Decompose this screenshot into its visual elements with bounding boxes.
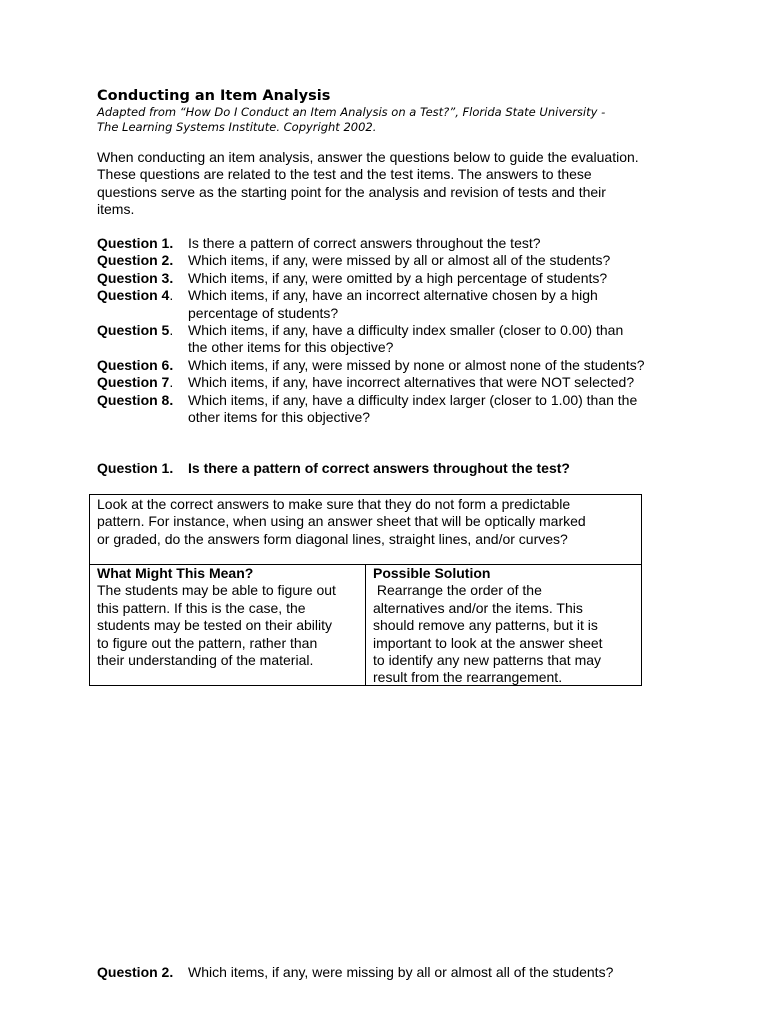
solution-cell — [366, 565, 641, 685]
question-list — [97, 235, 697, 426]
question-text: other items for this objective? — [188, 409, 371, 426]
meaning-line: to figure out the pattern, rather than — [97, 634, 318, 651]
question-item — [97, 235, 697, 252]
solution-heading: Possible Solution — [373, 565, 491, 581]
analysis-table — [89, 494, 642, 686]
intro-line: questions serve as the starting point for the analysis and revision of tests and their — [97, 183, 606, 200]
question-label: Question 7 — [97, 374, 170, 391]
next-question-label: Question 2. — [97, 964, 174, 980]
question-item — [97, 322, 697, 357]
question-text: Is there a pattern of correct answers throughout the test? — [188, 235, 541, 251]
question-text: Which items, if any, were omitted by a high percentage of students? — [188, 269, 608, 286]
question-label: Question 8. — [97, 391, 174, 408]
question-item — [97, 287, 697, 322]
section-label: Question 1. — [97, 460, 174, 476]
meaning-line: this pattern. If this is the case, the — [97, 599, 306, 616]
question-item — [97, 270, 697, 287]
question-text: Which items, if any, have an incorrect alternative chosen by a high — [188, 287, 598, 304]
question-label-punct: . — [169, 287, 174, 304]
solution-line: important to look at the answer sheet — [373, 634, 603, 651]
guidance-cell — [90, 495, 641, 565]
question-label: Question 3. — [97, 269, 174, 286]
next-question — [97, 964, 613, 981]
meaning-line: their understanding of the material. — [97, 652, 314, 669]
solution-line: alternatives and/or the items. This — [373, 599, 583, 616]
solution-line: should remove any patterns, but it is — [373, 617, 598, 634]
question-item — [97, 392, 697, 427]
question-label: Question 4 — [97, 287, 170, 304]
intro-line: When conducting an item analysis, answer the questions below to guide the evaluation. — [97, 149, 639, 165]
section-question: Is there a pattern of correct answers throughout the test? — [188, 460, 570, 476]
question-text: Which items, if any, were missed by all or almost all of the students? — [188, 252, 611, 269]
next-question-text: Which items, if any, were missing by all or almost all of the students? — [188, 964, 614, 980]
guidance-line: pattern. For instance, when using an answer sheet that will be optically marked — [97, 513, 586, 530]
solution-line: result from the rearrangement. — [373, 669, 563, 686]
question-label: Question 2. — [97, 252, 174, 269]
question-label-punct: . — [169, 322, 174, 339]
question-text: Which items, if any, have a difficulty index smaller (closer to 0.00) than — [188, 322, 624, 339]
question-text: Which items, if any, have a difficulty index larger (closer to 1.00) than the — [188, 391, 638, 408]
meaning-cell — [90, 565, 366, 685]
question-item — [97, 357, 697, 374]
solution-line: Rearrange the order of the — [373, 582, 542, 599]
meaning-heading: What Might This Mean? — [97, 565, 254, 581]
guidance-line: Look at the correct answers to make sure that they do not form a predictable — [97, 496, 571, 512]
question-item — [97, 252, 697, 269]
citation-line: Adapted from “How Do I Conduct an Item Analysis on a Test?”, Florida State University - — [97, 105, 606, 119]
question-item — [97, 374, 697, 391]
intro-line: These questions are related to the test and the test items. The answers to these — [97, 166, 592, 183]
question-text: Which items, if any, were missed by none or almost none of the students? — [188, 356, 645, 373]
source-citation — [97, 105, 677, 135]
solution-line: to identify any new patterns that may — [373, 652, 602, 669]
guidance-line: or graded, do the answers form diagonal lines, straight lines, and/or curves? — [97, 530, 568, 547]
intro-line: items. — [97, 201, 135, 218]
question-label: Question 6. — [97, 356, 174, 373]
page-title: Conducting an Item Analysis — [97, 88, 331, 104]
question-text: the other items for this objective? — [188, 339, 394, 356]
question-label: Question 1. — [97, 235, 174, 251]
intro-paragraph — [97, 149, 697, 219]
question-label: Question 5 — [97, 322, 170, 339]
meaning-line: students may be tested on their ability — [97, 617, 333, 634]
question-text: Which items, if any, have incorrect alternatives that were NOT selected? — [188, 374, 635, 391]
question-label-punct: . — [169, 374, 174, 391]
section-heading — [97, 460, 570, 477]
question-text: percentage of students? — [188, 304, 339, 321]
citation-line: The Learning Systems Institute. Copyright 2002. — [97, 120, 377, 134]
meaning-line: The students may be able to figure out — [97, 582, 336, 599]
